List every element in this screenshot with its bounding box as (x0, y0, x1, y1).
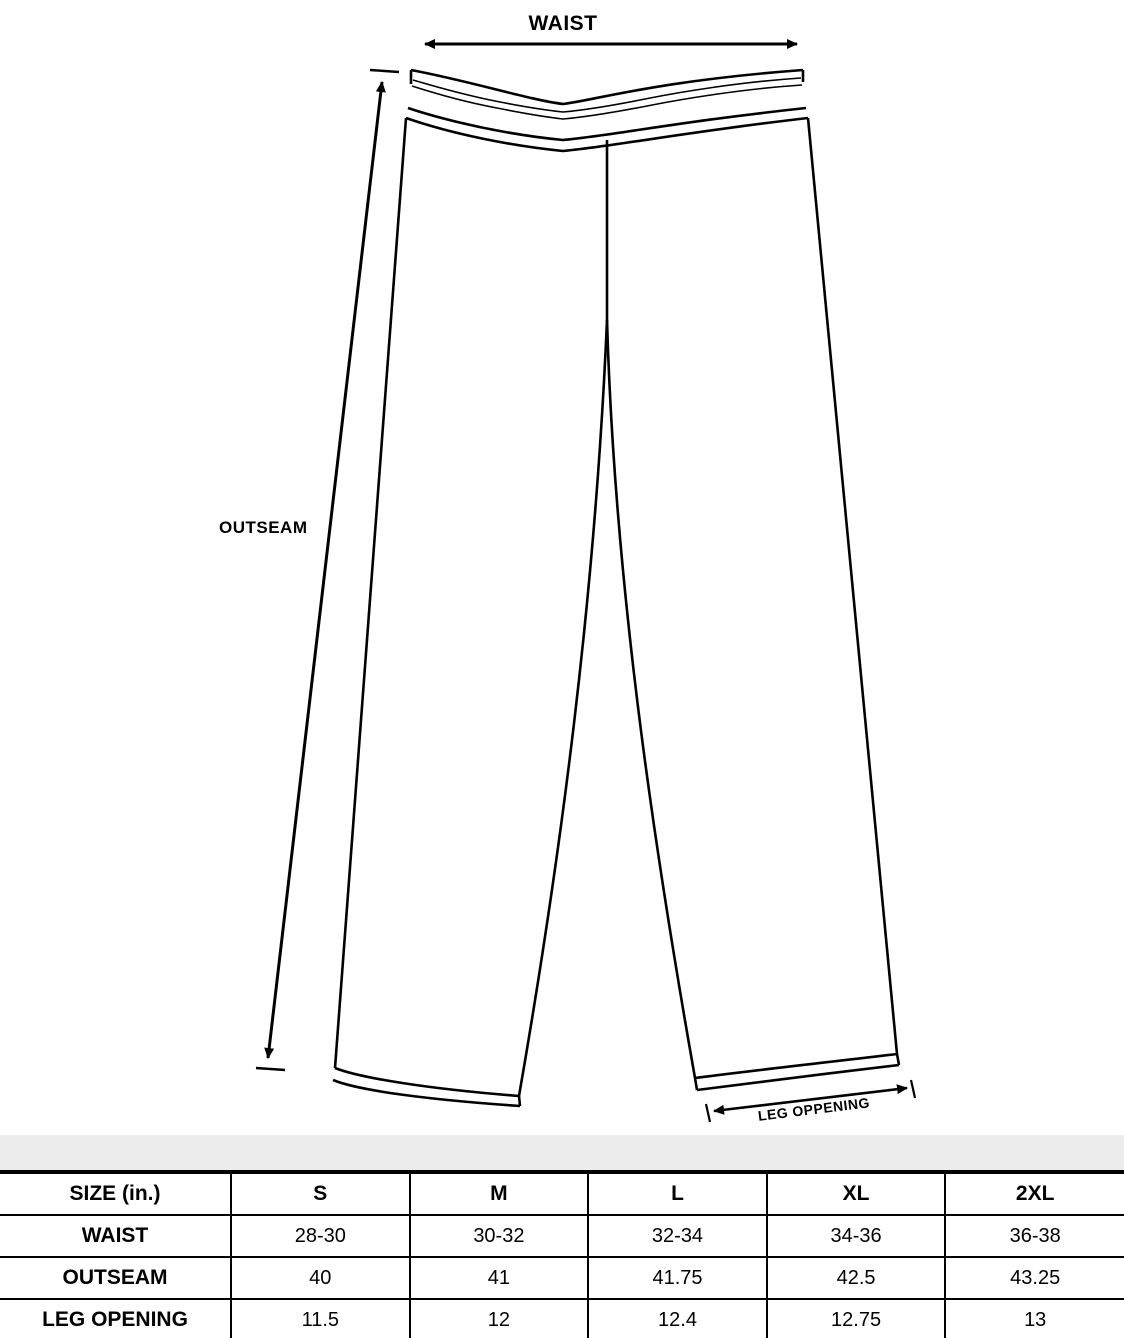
table-header-row (0, 1173, 1124, 1215)
cell-waist-xl: 34-36 (767, 1215, 946, 1257)
table-row (0, 1299, 1124, 1338)
row-label-waist: WAIST (0, 1215, 231, 1257)
table-header-m: M (410, 1173, 589, 1215)
outseam-dimension-arrow (256, 70, 399, 1070)
cell-waist-2xl: 36-38 (945, 1215, 1124, 1257)
table-header-xl: XL (767, 1173, 946, 1215)
cell-leg-opening-s: 11.5 (231, 1299, 410, 1338)
row-label-outseam: OUTSEAM (0, 1257, 231, 1299)
cell-leg-opening-xl: 12.75 (767, 1299, 946, 1338)
cell-leg-opening-l: 12.4 (588, 1299, 767, 1338)
table-header-size: SIZE (in.) (0, 1173, 231, 1215)
cell-outseam-2xl: 43.25 (945, 1257, 1124, 1299)
cell-outseam-xl: 42.5 (767, 1257, 946, 1299)
size-table-section (0, 1135, 1124, 1338)
table-header-l: L (588, 1173, 767, 1215)
size-chart-table (0, 1172, 1124, 1338)
cell-outseam-s: 40 (231, 1257, 410, 1299)
row-label-leg-opening: LEG OPENING (0, 1299, 231, 1338)
cell-outseam-l: 41.75 (588, 1257, 767, 1299)
outseam-label: OUTSEAM (219, 518, 308, 537)
waist-label: WAIST (528, 12, 598, 35)
table-row (0, 1215, 1124, 1257)
cell-waist-m: 30-32 (410, 1215, 589, 1257)
cell-leg-opening-m: 12 (410, 1299, 589, 1338)
cell-outseam-m: 41 (410, 1257, 589, 1299)
pants-outline (333, 70, 899, 1106)
table-header-2xl: 2XL (945, 1173, 1124, 1215)
cell-waist-s: 28-30 (231, 1215, 410, 1257)
cell-leg-opening-2xl: 13 (945, 1299, 1124, 1338)
table-header-s: S (231, 1173, 410, 1215)
table-top-band (0, 1135, 1124, 1172)
leg-opening-label: LEG OPPENING (757, 1094, 871, 1124)
table-row (0, 1257, 1124, 1299)
cell-waist-l: 32-34 (588, 1215, 767, 1257)
